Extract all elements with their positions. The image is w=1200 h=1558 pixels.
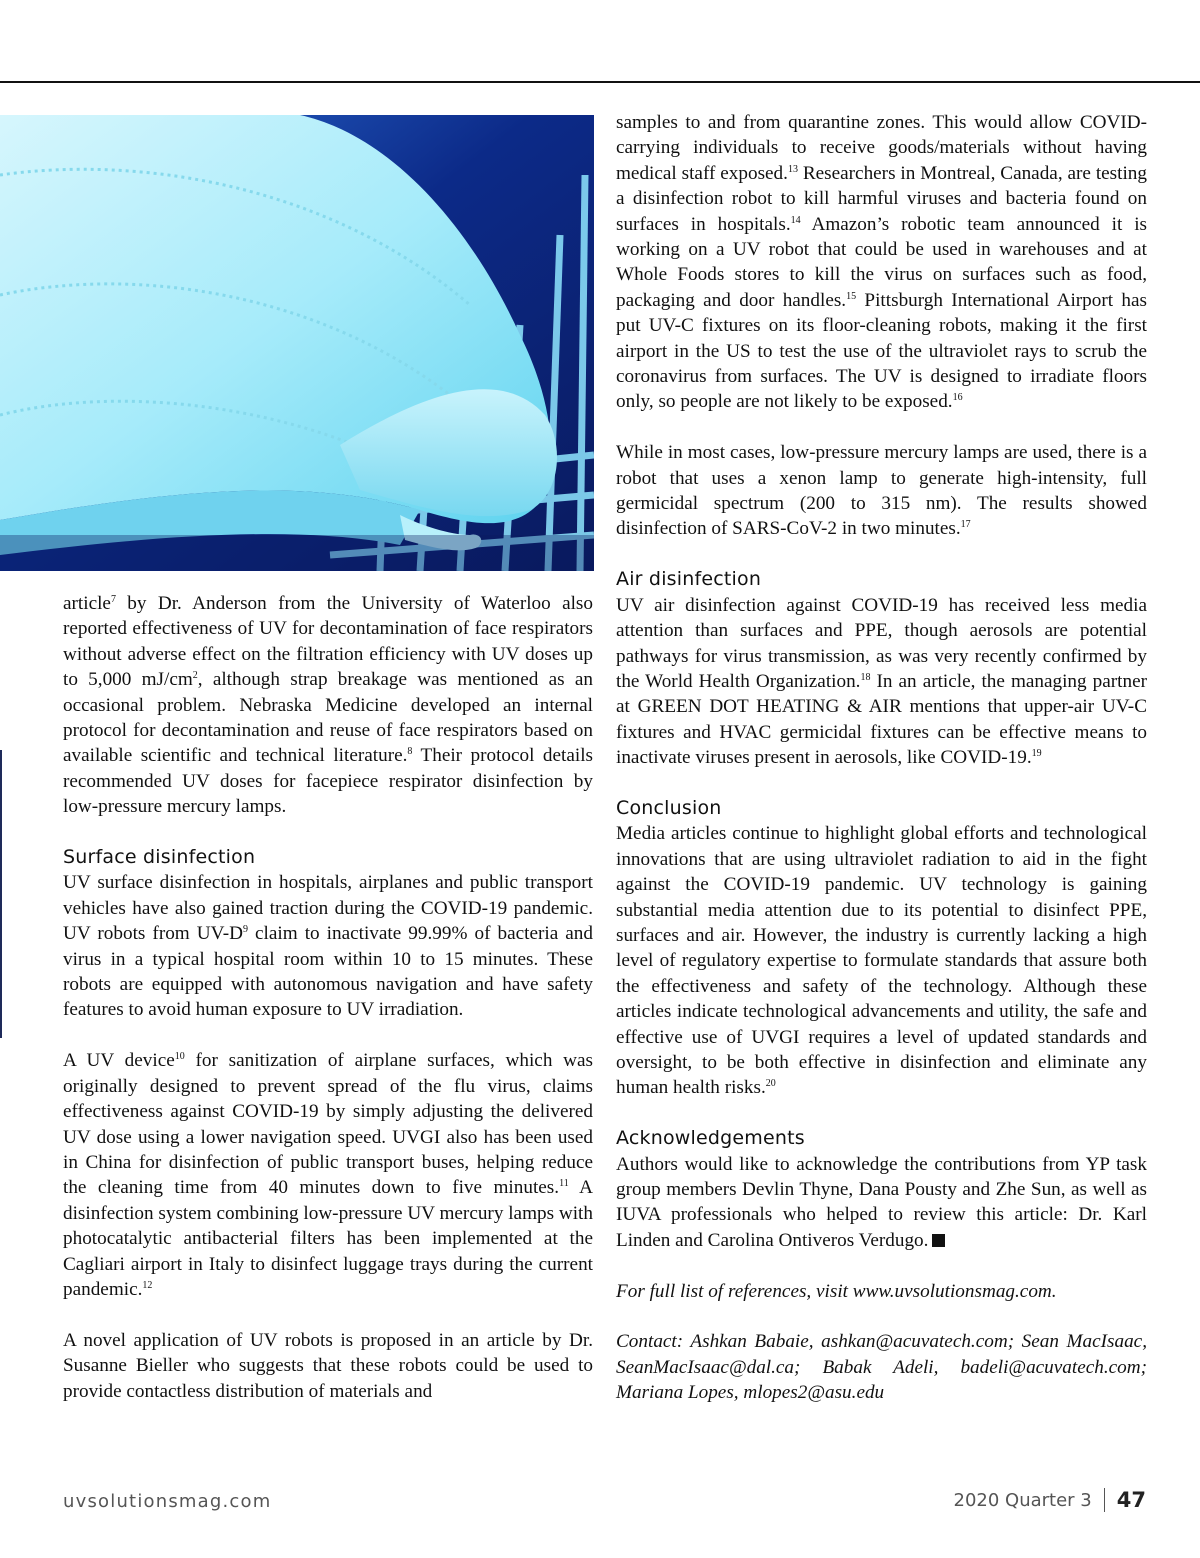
text-run: Amazon’s robotic team announced it is working on a UV robot that could be used in warehouses and at Whole Foods stores to kill the virus on surfaces such as food, packaging and door handles. [616, 213, 1147, 311]
device-paragraph [63, 1048, 593, 1302]
text-run: A novel application of UV robots is proposed in an article by Dr. Susanne Bieller who suggests that these robots could be used to provide contactless distribution of materials and [63, 1329, 593, 1402]
footnote-ref: 15 [846, 290, 857, 302]
footnote-ref: 8 [407, 746, 413, 758]
footer-separator [1104, 1488, 1105, 1512]
acknowledgements-text [616, 1154, 1147, 1251]
conclusion-heading: Conclusion [616, 796, 722, 819]
surface-disinfection-heading: Surface disinfection [63, 846, 256, 869]
right-column [616, 110, 1147, 1406]
footnote-ref: 19 [1031, 748, 1042, 760]
footnote-ref: 7 [110, 594, 116, 605]
surface-paragraph [63, 870, 593, 1022]
face-mask-illustration [0, 115, 594, 571]
footnote-ref: 20 [765, 1078, 776, 1090]
text-run: Media articles continue to highlight global efforts and technological innovations that are using ultraviolet radiation to aid in the fight against the COVID-19 pandemic. UV technology is gaining substantial media attention due to its potential to disinfect PPE, surfaces and air. However, the industry is currently lacking a high level of regulatory expertise to formulate standards that assure both the effectiveness and safety of the technology. Although these articles indicate technological advancements and utility, the safe and effective use of UVGI requires a level of updated standards and oversight, to be both effective in disinfection and eliminate any human health risks. [616, 823, 1147, 1099]
xenon-paragraph [616, 440, 1147, 542]
text-run: In an article, the managing partner at GREEN DOT HEATING & AIR mentions that upper-air UV-C fixtures and HVAC germicidal fixtures can be effective means to inactivate viruses present in aerosols, like COVID-19. [616, 670, 1147, 769]
text-run: While in most cases, low-pressure mercury lamps are used, there is a robot that uses a xenon lamp to generate high-intensity, full germicidal spectrum (200 to 315 nm). The results showed disinfection of SARS-CoV-2 in two minutes. [616, 442, 1147, 540]
footnote-ref: 14 [790, 214, 801, 226]
text-run: UV surface disinfection in hospitals, airplanes and public transport vehicles have also gained traction during the COVID-19 pandemic. UV robots from UV-D [63, 872, 593, 945]
acknowledgements-paragraph [616, 1152, 1147, 1254]
end-of-article-mark [932, 1234, 945, 1247]
face-mask-photo [0, 115, 594, 571]
footnote-ref: 13 [787, 163, 798, 175]
footer-issue: 2020 Quarter 3 [953, 1489, 1092, 1511]
text-run: , although strap breakage was mentioned as an occasional problem. Nebraska Medicine developed an internal protocol for decontamination and reuse of face respirators based on available scientific and technical literature. [63, 669, 593, 767]
text-run: Their protocol details recommended UV doses for facepiece respirator disinfection by low-pressure mercury lamps. [63, 745, 593, 818]
continued-paragraph [616, 110, 1147, 415]
page-number: 47 [1116, 1488, 1146, 1512]
footnote-ref: 16 [952, 392, 963, 404]
footer-issue-info [954, 1488, 1146, 1512]
air-disinfection-heading: Air disinfection [616, 568, 762, 591]
air-paragraph [616, 593, 1147, 771]
acknowledgements-heading: Acknowledgements [616, 1127, 805, 1150]
left-column [63, 591, 593, 1404]
contact-info: Contact: Ashkan Babaie, ashkan@acuvatech.com; Sean MacIsaac, SeanMacIsaac@dal.ca; Babak Adeli, badeli@acuvatech.com; Mariana Lopes, mlopes2@asu.edu [616, 1331, 1147, 1404]
footer-website: uvsolutionsmag.com [63, 1491, 272, 1512]
text-run: Authors would like to acknowledge the contributions from YP task group members Devlin Thyne, Dana Pousty and Zhe Sun, as well as IUVA professionals who helped to review this article: Dr. Karl Linden and Carolina Ontiveros Verdugo. [616, 1153, 1147, 1251]
footnote-ref: 17 [960, 519, 971, 531]
footnote-ref: 2 [192, 670, 198, 682]
margin-accent-line [0, 750, 2, 1038]
conclusion-paragraph [616, 821, 1147, 1100]
footnote-ref: 9 [242, 924, 248, 936]
text-run: samples to and from quarantine zones. This would allow COVID-carrying individuals to receive goods/materials without having medical staff exposed. [616, 112, 1147, 184]
footnote-ref: 11 [559, 1178, 569, 1190]
text-run: A UV device [63, 1050, 175, 1072]
text-run: by Dr. Anderson from the University of Waterloo also reported effectiveness of UV for decontamination of face respirators without adverse effect on the filtration efficiency with UV doses up to 5,000 mJ/cm [63, 593, 593, 691]
footnote-ref: 18 [860, 671, 871, 683]
header-rule [0, 81, 1200, 83]
text-run: claim to inactivate 99.99% of bacteria and virus in a typical hospital room within 10 to 15 minutes. These robots are equipped with autonomous navigation and have safety features to avoid human exposure to UV irradiation. [63, 923, 593, 1021]
text-run: Pittsburgh International Airport has put UV-C fixtures on its floor-cleaning robots, making it the first airport in the US to test the use of the ultraviolet rays to scrub the coronavirus from surfaces. The UV is designed to irradiate floors only, so people are not likely to be exposed. [616, 289, 1147, 413]
robots-paragraph [63, 1328, 593, 1404]
text-run: UV air disinfection against COVID-19 has received less media attention than surfaces and PPE, though aerosols are potential pathways for virus transmission, as was very recently confirmed by the World Health Organization. [616, 594, 1147, 692]
text-run: article [63, 593, 111, 614]
text-run: Researchers in Montreal, Canada, are testing a disinfection robot to kill harmful viruses and bacteria found on surfaces in hospitals. [616, 162, 1147, 235]
footnote-ref: 10 [174, 1051, 185, 1063]
intro-paragraph [63, 591, 593, 820]
text-run: for sanitization of airplane surfaces, which was originally designed to prevent spread of the flu virus, claims effectiveness against COVID-19 by simply adjusting the delivered UV dose using a lower navigation speed. UVGI also has been used in China for disinfection of public transport buses, helping reduce the cleaning time from 40 minutes down to five minutes. [63, 1050, 594, 1199]
references-note: For full list of references, visit www.uvsolutionsmag.com. [616, 1280, 1057, 1302]
text-run: A disinfection system combining low-pressure UV mercury lamps with photocatalytic antibacterial filters has been implemented at the Cagliari airport in Italy to disinfect luggage trays during the current pandemic. [63, 1177, 593, 1300]
footnote-ref: 12 [142, 1279, 153, 1291]
